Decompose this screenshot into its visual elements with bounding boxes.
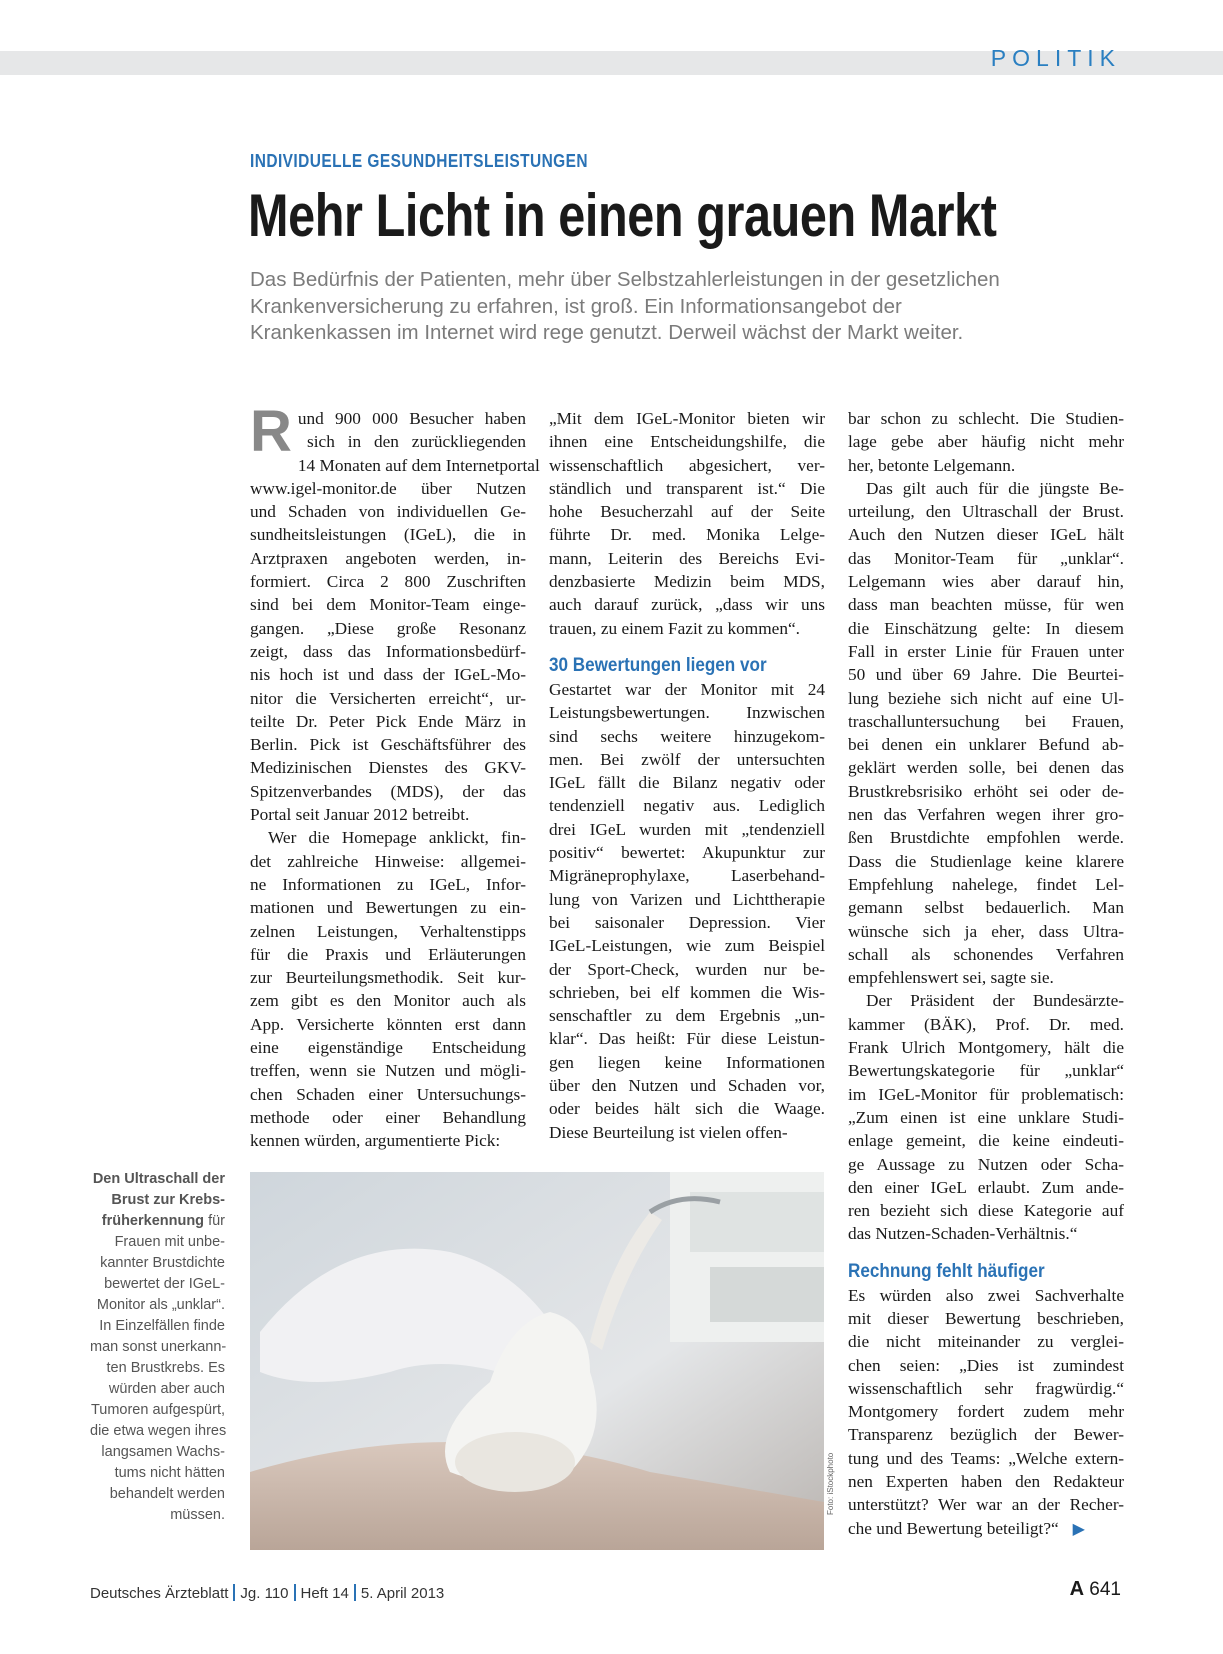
text-line: mann, Leiterin des Bereichs Evi- [549,548,825,568]
text-line: wissenschaftlich abgesichert, ver- [549,455,825,475]
text-line: nen Experten haben den Redakteur [848,1472,1124,1492]
text-line: auch darauf zurück, „dass wir uns [549,595,825,615]
article-kicker: INDIVIDUELLE GESUNDHEITSLEISTUNGEN [250,151,589,171]
text-line: zur Beurteilungsmethodik. Seit kur- [250,968,526,988]
caption-line [90,1169,225,1190]
caption-line [90,1211,225,1232]
caption-line: langsamen Wachs- [101,1444,225,1460]
article-lead [250,267,1130,347]
text-line: führte Dr. med. Monika Lelge- [549,525,825,545]
text-line: Bewertungskategorie für „unklar“ [848,1061,1124,1081]
volume: Jg. 110 [240,1585,289,1602]
text-line: Arztpraxen angeboten werden, in- [250,548,526,568]
text-line: kammer (BÄK), Prof. Dr. med. [848,1014,1124,1034]
text-line: das Monitor-Team für „unklar“. [848,548,1124,568]
text-line: chen Schaden einer Untersuchungs- [250,1084,526,1104]
text-line: her, betonte Lelgemann. [848,455,1016,475]
caption-line: die etwa wegen ihres [90,1423,227,1439]
text-line: mit dieser Bewertung beschrieben, [848,1308,1124,1328]
lead-line: Das Bedürfnis der Patienten, mehr über Selbstzahlerleistungen in der gesetzlichen [250,268,1000,291]
section-label: POLITIK [990,45,1121,71]
text-line: Auch den Nutzen dieser IGeL hält [848,525,1124,545]
text-line: hohe Besucherzahl auf der Seite [549,502,825,522]
text-line: IGeL-Leistungen, wie zum Beispiel [549,936,825,956]
text-line: oder beides hält sich die Waage. [549,1099,825,1119]
article-headline: Mehr Licht in einen grauen Markt [248,182,997,249]
text-line: Transparenz bezüglich der Bewer- [848,1425,1124,1445]
text-line: Das gilt auch für die jüngste Be- [866,478,1124,498]
text-line: formiert. Circa 2 800 Zuschriften [250,572,526,592]
text-line: tendenziell negativ aus. Lediglich [549,796,825,816]
caption-text: für [208,1213,225,1229]
text-line: ihnen eine Entscheidungshilfe, die [549,432,825,452]
lead-line: Krankenkassen im Internet wird rege genutzt. Derweil wächst der Markt weiter. [250,321,964,344]
text-line: 50 und über 69 Jahre. Die Beurtei- [848,665,1124,685]
text-line: senschaftler zu dem Ergebnis „un- [549,1006,825,1026]
text-line: ren bezieht sich diese Kategorie auf [848,1201,1124,1221]
photo-caption [90,1169,225,1526]
text-line: schrieben, bei elf kommen die Wis- [549,982,825,1002]
text-line: gen liegen keine Informationen [549,1052,825,1072]
text-line: die Einschätzung gelte: In diesem [848,618,1124,638]
text-line: kennen würden, argumentierte Pick: [250,1131,501,1151]
footer-separator [294,1584,296,1601]
footer-separator [233,1584,235,1601]
text-line: über den Nutzen und Schaden vor, [549,1076,825,1096]
text-line: unterstützt? Wer war an der Recher- [848,1495,1124,1515]
text-line: ßen Brustdichte empfohlen werde. [848,828,1124,848]
text-line: der Sport-Check, wurden nur be- [549,959,825,979]
text-line: enlage gemeint, die keine eindeuti- [848,1131,1124,1151]
text-line: das Nutzen-Schaden-Verhältnis.“ [848,1224,1078,1244]
article-column-2 [549,407,825,1144]
text-line: bar schon zu schlecht. Die Studien- [848,409,1124,428]
text-line: zeigt, dass das Informationsbedürf- [250,641,526,661]
text-line: und 900 000 Besucher haben [297,409,526,428]
text-line: urteilung, den Ultraschall der Brust. [848,502,1124,522]
caption-line: Frauen mit unbe- [114,1234,225,1250]
text-line: „Mit dem IGeL-Monitor bieten wir [549,409,825,428]
text-line: zelnen Leistungen, Verhaltenstipps [250,921,526,941]
caption-line: tums nicht hätten [114,1465,225,1481]
text-line: trauen, zu einem Fazit zu kommen“. [549,618,800,638]
caption-bold: früherkennung [101,1213,205,1229]
text-line: den einer IGeL erlaubt. Zum ande- [848,1177,1124,1197]
photo-credit: Foto: iStockphoto [826,1452,835,1515]
lead-line: Krankenversicherung zu erfahren, ist groß. Ein Informationsangebot der [250,294,902,318]
page-footer [90,1584,444,1602]
text-line: lung von Varizen und Lichttherapie [549,889,825,909]
text-line: gangen. „Diese große Resonanz [250,618,526,638]
text-line: wünsche sich ja eher, dass Ultra- [848,921,1124,941]
text-line: treffen, wenn sie Nutzen und mögli- [250,1061,526,1081]
text-line: geklärt werden solle, bei denen das [848,758,1124,778]
text-line: und Schaden von individuellen Ge- [250,502,526,522]
text-line: Diese Beurteilung ist vielen offen- [549,1122,788,1142]
caption-bold: Brust zur Krebs- [111,1192,225,1208]
page-prefix: A [1069,1578,1085,1600]
text-line: nen das Verfahren wegen ihrer gro- [848,805,1124,825]
drop-cap: R [250,399,292,464]
text-line: denzbasierte Medizin beim MDS, [549,572,825,592]
text-line: det zahlreiche Hinweise: allgemei- [250,851,526,871]
caption-line: Monitor als „unklar“. [96,1297,225,1313]
text-line: www.igel-monitor.de über Nutzen [250,478,526,498]
text-line: Medizinischen Dienstes des GKV- [250,758,526,778]
text-line: sundheitsleistungen (IGeL), die in [250,525,526,545]
text-line: zem gibt es den Monitor auch als [250,991,526,1011]
text-line: Frank Ulrich Montgomery, hält die [848,1038,1124,1058]
text-line: Es würden also zwei Sachverhalte [848,1285,1124,1305]
subheading: 30 Bewertungen liegen vor [549,654,767,676]
text-line: ne Informationen zu IGeL, Infor- [250,874,526,894]
text-line: Migräneprophylaxe, Laserbehand- [549,866,825,886]
text-line: gemann selbst bedauerlich. Man [848,898,1124,918]
text-line: eine eigenständige Entscheidung [250,1038,526,1058]
caption-line: In Einzelfällen finde [99,1318,225,1334]
caption-line: Tumoren aufgespürt, [90,1402,225,1418]
text-line: drei IGeL wurden mit „tendenziell [549,819,825,839]
text-line: Brustkrebsrisiko erhöht sei oder de- [848,781,1124,801]
subheading: Rechnung fehlt häufiger [848,1260,1045,1282]
journal-name: Deutsches Ärzteblatt [90,1585,229,1602]
text-line: App. Versicherte könnten erst dann [250,1014,526,1034]
text-line: im IGeL-Monitor für problematisch: [848,1084,1124,1104]
article-column-3 [848,407,1124,1540]
text-line: tung und des Teams: „Welche extern- [848,1448,1124,1468]
caption-line: behandelt werden [109,1486,225,1502]
text-line: klar“. Das heißt: Für diese Leistun- [549,1029,825,1049]
text-line: Berlin. Pick ist Geschäftsführer des [250,735,526,755]
caption-line: müssen. [170,1507,225,1523]
article-column-1 [250,399,540,1153]
ultrasound-illustration [250,1172,824,1550]
text-line: für die Praxis und Erläuterungen [250,944,526,964]
text-line: teilte Dr. Peter Pick Ende März in [250,711,526,731]
text-line: Wer die Homepage anklickt, fin- [268,828,526,848]
text-line: „Zum einen ist eine unklare Studi- [848,1107,1124,1127]
text-line: bei denen ein unklarer Befund ab- [848,735,1124,755]
caption-line: bewertet der IGeL- [104,1276,225,1292]
text-line: nitor die Versicherten erreicht“, ur- [250,688,526,708]
text-line: sich in den zurückliegenden [307,432,526,452]
text-line: traschalluntersuchung bei Frauen, [848,711,1124,731]
text-line: che und Bewertung beteiligt?“ ▶ [848,1518,1085,1538]
caption-line [90,1190,225,1211]
caption-line: man sonst unerkann- [90,1339,227,1355]
issue-date: 5. April 2013 [360,1585,445,1602]
text-line: positiv“ bewertet: Akupunktur zur [549,843,825,863]
caption-line: kannter Brustdichte [100,1255,225,1271]
text-line: lung beziehe sich nicht auf eine Ul- [848,688,1124,708]
text-line: Lelgemann wies aber darauf hin, [848,572,1124,592]
text-line: methode oder einer Behandlung [250,1107,526,1127]
text-line: ge Aussage zu Nutzen oder Scha- [848,1154,1124,1174]
text-line: Portal seit Januar 2012 betreibt. [250,805,470,825]
text-line: sind bei dem Monitor-Team einge- [250,595,526,615]
text-line: 14 Monaten auf dem Internetportal [297,455,540,475]
text-line: bei saisonaler Depression. Vier [549,912,825,932]
text-line: nis hoch ist und dass der IGeL-Mo- [250,665,526,685]
caption-line: ten Brustkrebs. Es [106,1360,225,1376]
text-line: Leistungsbewertungen. Inzwischen [549,703,825,723]
text-line: Dass die Studienlage keine klarere [848,851,1124,871]
caption-bold: Den Ultraschall der [92,1171,225,1187]
text-line: Der Präsident der Bundesärzte- [866,991,1124,1011]
text-line: wissenschaftlich sehr fragwürdig.“ [848,1378,1124,1398]
text-line: dass man beachten müsse, für wen [848,595,1124,615]
text-line: mationen und Bewertungen zu ein- [250,898,526,918]
issue: Heft 14 [300,1585,349,1602]
text-line: die nicht miteinander zu verglei- [848,1332,1124,1352]
text-line: ständlich und transparent ist.“ Die [549,478,825,498]
text-line: Spitzenverbandes (MDS), der das [250,781,526,801]
page-number-value: 641 [1089,1579,1121,1600]
text-line: Gestartet war der Monitor mit 24 [549,679,825,699]
page-number [1070,1578,1121,1601]
text-line: sind sechs weitere hinzugekom- [549,726,825,746]
caption-line: würden aber auch [108,1381,225,1397]
text-line: Empfehlung nahelege, findet Lel- [848,874,1124,894]
continue-arrow-icon: ▶ [1072,1518,1085,1538]
text-line: schall als schonendes Verfahren [848,944,1124,964]
text-line: men. Bei zwölf der untersuchten [549,749,825,769]
text-line: lage gebe aber häufig nicht mehr [848,432,1124,452]
text-line: Fall in erster Linie für Frauen unter [848,641,1124,661]
text-line: chen seien: „Dies ist zumindest [848,1355,1124,1375]
text-line: Montgomery fordert zudem mehr [848,1402,1124,1422]
text-line: empfehlenswert sei, sagte sie. [848,968,1054,988]
ultrasound-photo [250,1172,824,1550]
text-line: IGeL fällt die Bilanz negativ oder [549,773,825,793]
footer-separator [354,1584,356,1601]
